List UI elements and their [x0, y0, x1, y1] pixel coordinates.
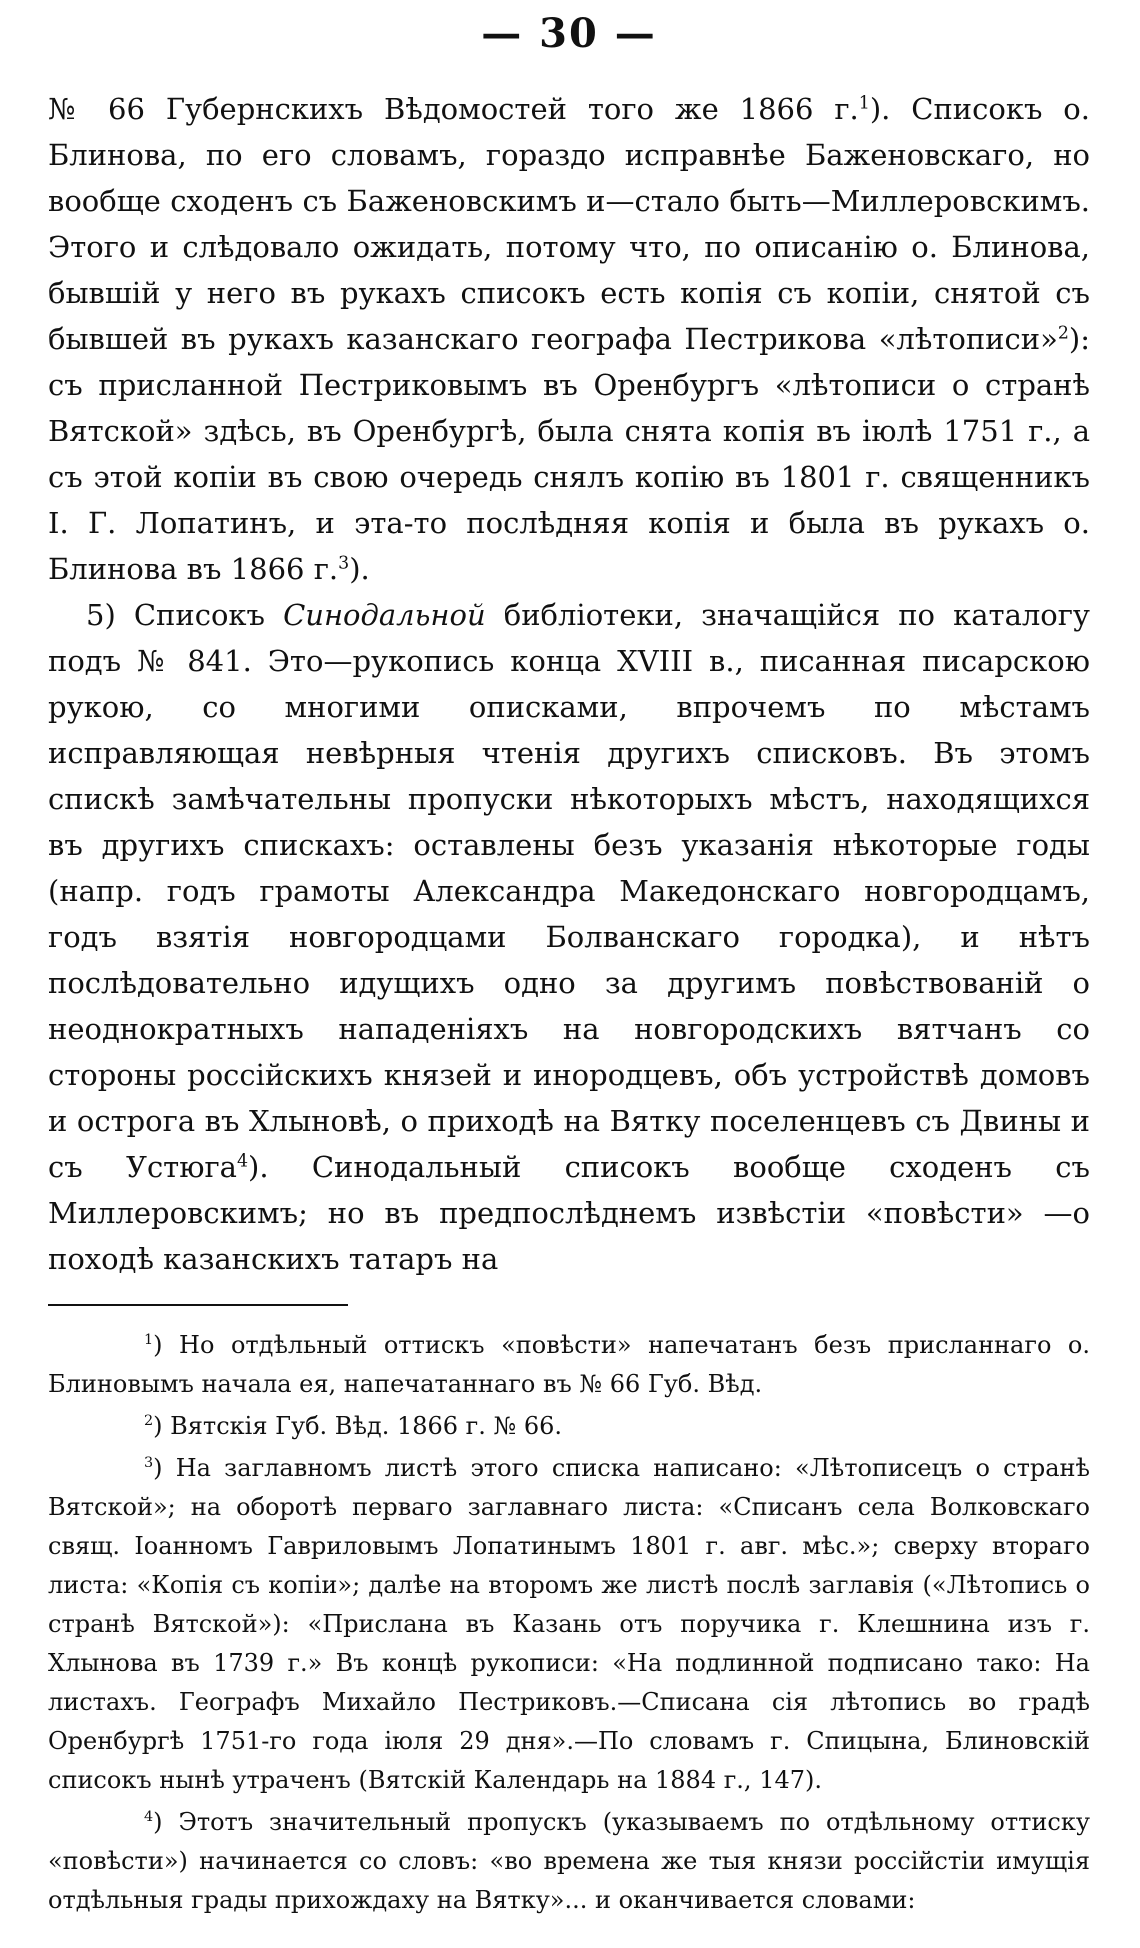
footnote-1	[48, 1326, 1090, 1404]
footnote-ref-3[interactable]: 3	[338, 553, 350, 574]
emphasis-text: Синодальной	[283, 598, 486, 632]
footnote-ref-1[interactable]: 1	[858, 93, 870, 114]
paragraph-text: ). Синодальный списокъ вообще сходенъ съ Миллеровскимъ; но въ предпослѣднемъ извѣстіи «повѣсти» —о походѣ казанскихъ татаръ на	[48, 1150, 1090, 1276]
footnote-mark: 3	[144, 1455, 154, 1471]
paragraph-synodal-list	[48, 592, 1090, 1282]
footnotes	[48, 1326, 1090, 1920]
footnote-4	[48, 1803, 1090, 1920]
paragraph-text: библіотеки, значащійся по каталогу подъ № 841. Это—рукопись конца XVIII в., писанная писарскою рукою, со многими описками, впрочемъ по мѣстамъ исправляющая невѣрныя чтенія другихъ списковъ. Въ этомъ спискѣ замѣчательны пропуски нѣкоторыхъ мѣстъ, находящихся въ другихъ спискахъ: оставлены безъ указанія нѣкоторые годы (напр. годъ грамоты Александра Македонскаго новгородцамъ, годъ взятія новгородцами Болванскаго городка), и нѣтъ послѣдовательно идущихъ одно за другимъ повѣствованій о неоднократныхъ нападеніяхъ на новгородскихъ вятчанъ со стороны россійскихъ князей и инородцевъ, объ устройствѣ домовъ и острога въ Хлыновѣ, о приходѣ на Вятку поселенцевъ съ Двины и съ Устюга	[48, 598, 1090, 1184]
paragraph-text: ). Списокъ о. Блинова, по его словамъ, гораздо исправнѣе Баженовскаго, но вообще сходенъ съ Баженовскимъ и—стало быть—Миллеровскимъ. Этого и слѣдовало ожидать, потому что, по описанію о. Блинова, бывшій у него въ рукахъ списокъ есть копія съ копіи, снятой съ бывшей въ рукахъ казанскаго географа Пестрикова «лѣтописи»	[48, 92, 1090, 356]
paragraph-text: ): съ присланной Пестриковымъ въ Оренбургъ «лѣтописи о странѣ Вятской» здѣсь, въ Оренбургѣ, была снята копія въ іюлѣ 1751 г., а съ этой копіи въ свою очередь снялъ копію въ 1801 г. священникъ І. Г. Лопатинъ, и эта-то послѣдняя копія и была въ рукахъ о. Блинова въ 1866 г.	[48, 322, 1090, 586]
main-text	[48, 86, 1090, 1282]
footnote-mark: 2	[144, 1413, 154, 1429]
footnote-3	[48, 1449, 1090, 1800]
footnote-ref-2[interactable]: 2	[1057, 323, 1069, 344]
paragraph-text: № 66 Губернскихъ Вѣдомостей того же 1866 г.	[48, 92, 859, 126]
footnote-divider	[48, 1304, 348, 1306]
footnote-text: ) На заглавномъ листѣ этого списка написано: «Лѣтописецъ о странѣ Вятской»; на оборотѣ перваго заглавнаго листа: «Списанъ села Волковскаго свящ. Іоанномъ Гавриловымъ Лопатинымъ 1801 г. авг. мѣс.»; сверху втораго листа: «Копія съ копіи»; далѣе на второмъ же листѣ послѣ заглавія («Лѣтопись о странѣ Вятской»): «Прислана въ Казань отъ поручика г. Клешнина изъ г. Хлынова въ 1739 г.» Въ концѣ рукописи: «На подлинной подписано тако: На листахъ. Географъ Михайло Пестриковъ.—Списана сія лѣтопись во градѣ Оренбургѣ 1751-го года іюля 29 дня».—По словамъ г. Спицына, Блиновскій списокъ нынѣ утраченъ (Вятскій Календарь на 1884 г., 147).	[48, 1454, 1090, 1794]
footnote-2	[48, 1407, 1090, 1446]
footnote-mark: 4	[144, 1809, 154, 1825]
footnote-text: ) Вятскія Губ. Вѣд. 1866 г. № 66.	[153, 1412, 562, 1440]
footnote-ref-4[interactable]: 4	[236, 1151, 249, 1172]
page-number: — 30 —	[481, 10, 657, 57]
paragraph-text: ).	[349, 552, 370, 586]
paragraph-continuation	[48, 86, 1090, 592]
footnote-text: ) Этотъ значительный пропускъ (указываемъ по отдѣльному оттиску «повѣсти») начинается со словъ: «во времена же тыя князи россійстіи имущія отдѣльныя грады прихождаху на Вятку»... и оканчивается словами:	[48, 1808, 1090, 1914]
paragraph-text: 5) Списокъ	[86, 598, 284, 632]
footnote-mark: 1	[144, 1332, 154, 1348]
footnote-text: ) Но отдѣльный оттискъ «повѣсти» напечатанъ безъ присланнаго о. Блиновымъ начала ея, напечатаннаго въ № 66 Губ. Вѣд.	[48, 1331, 1090, 1398]
